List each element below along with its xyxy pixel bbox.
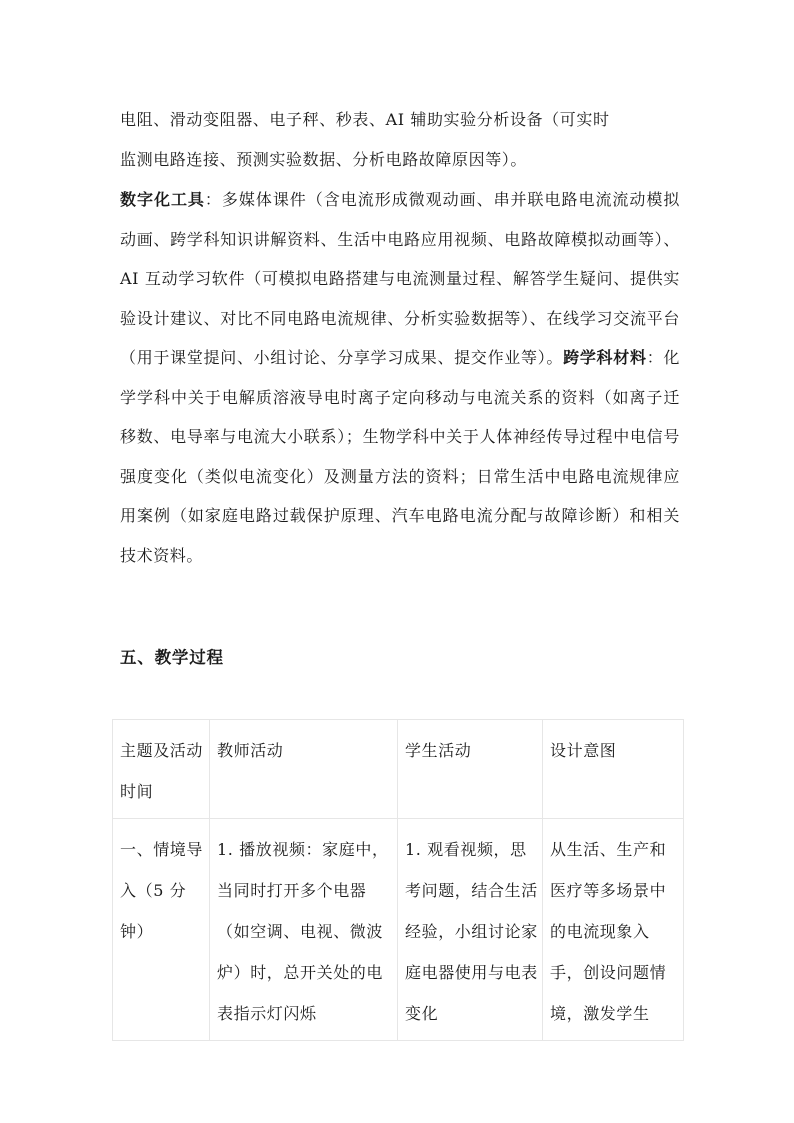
digital-tools-label: 数字化工具 bbox=[120, 190, 205, 209]
cell-topic: 一、情境导入（5 分钟） bbox=[113, 819, 210, 1041]
cross-materials-label: 跨学科材料 bbox=[563, 348, 647, 367]
cell-design-intent: 从生活、生产和医疗等多场景中的电流现象入手，创设问题情境，激发学生 bbox=[543, 819, 684, 1041]
teaching-process-table bbox=[112, 719, 684, 1041]
header-teacher-activity: 教师活动 bbox=[210, 720, 398, 819]
table-header-row bbox=[113, 720, 684, 819]
digital-tools-text: ：多媒体课件（含电流形成微观动画、串并联电路电流流动模拟动画、跨学科知识讲解资料、生活中电路应用视频、电路故障模拟动画等）、AI 互动学习软件（可模拟电路搭建与电流测量过程、解答学生疑问、提供实验设计建议、对比不同电路电流规律、分析实验数据等）、在线学习交流平台（用于课堂提问、小组讨论、分享学习成果、提交作业等）。 bbox=[120, 190, 680, 367]
equipment-line-1: 电阻、滑动变阻器、电子秤、秒表、AI 辅助实验分析设备（可实时 bbox=[120, 110, 610, 129]
header-topic-time: 主题及活动时间 bbox=[113, 720, 210, 819]
equipment-paragraph bbox=[120, 100, 680, 179]
table-row bbox=[113, 819, 684, 1041]
section-heading: 五、教学过程 bbox=[120, 648, 224, 667]
digital-tools-paragraph bbox=[120, 180, 680, 575]
cell-student-activity: 1. 观看视频，思考问题，结合生活经验，小组讨论家庭电器使用与电表变化 bbox=[398, 819, 543, 1041]
header-design-intent: 设计意图 bbox=[543, 720, 684, 819]
cell-teacher-activity: 1. 播放视频：家庭中，当同时打开多个电器（如空调、电视、微波炉）时，总开关处的电表指示灯闪烁 bbox=[210, 819, 398, 1041]
header-student-activity: 学生活动 bbox=[398, 720, 543, 819]
equipment-line-2: 监测电路连接、预测实验数据、分析电路故障原因等）。 bbox=[120, 149, 528, 169]
cross-materials-text: ：化学学科中关于电解质溶液导电时离子定向移动与电流关系的资料（如离子迁移数、电导率与电流大小联系）；生物学科中关于人体神经传导过程中电信号强度变化（类似电流变化）及测量方法的资料；日常生活中电路电流规律应用案例（如家庭电路过载保护原理、汽车电路电流分配与故障诊断）和相关技术资料。 bbox=[120, 348, 680, 565]
